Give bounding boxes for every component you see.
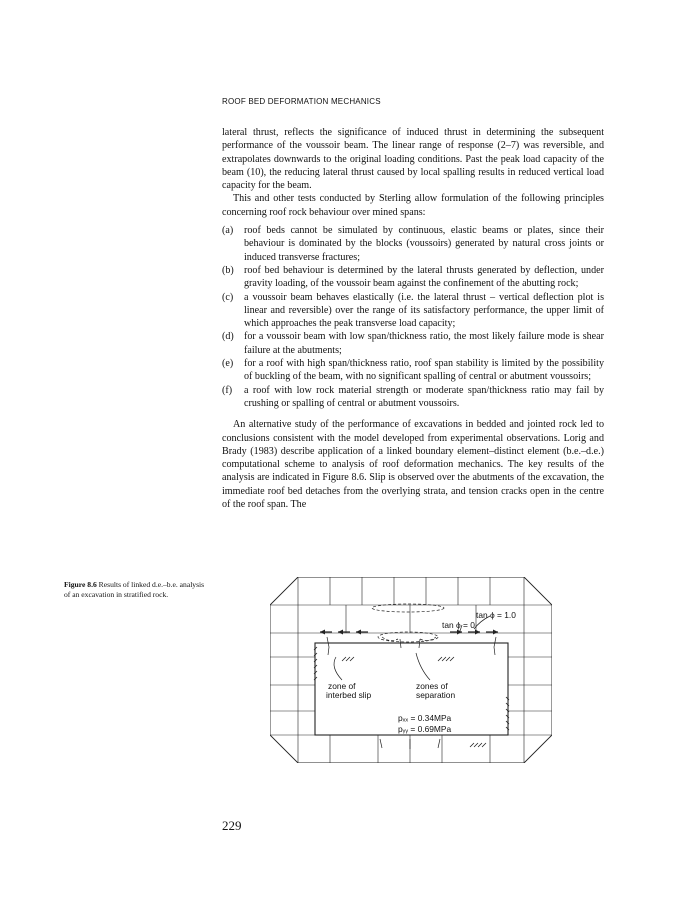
list-item-text: roof bed behaviour is determined by the lateral thrusts generated by deflection, under gravity loading, of the voussoir beam against the confinement of the abutting rock;	[244, 264, 604, 290]
zone-slip-label-1: zone of	[328, 681, 356, 691]
figure-caption	[64, 580, 212, 600]
tan-phi-top-label: tan ϕ = 1.0	[476, 610, 516, 620]
list-item	[222, 357, 604, 384]
page-number: 229	[222, 818, 242, 833]
list-item	[222, 291, 604, 331]
list-item-text: roof beds cannot be simulated by continuous, elastic beams or plates, since their behaviour is dominated by the blocks (voussoirs) generated by natural cross joints or induced transverse fractures;	[244, 225, 604, 263]
list-item	[222, 224, 604, 264]
diagram-labels	[326, 610, 516, 734]
list-marker: (f)	[222, 384, 233, 396]
zones-separation-label-2: separation	[416, 690, 456, 700]
zone-slip-label-2: interbed slip	[326, 690, 372, 700]
principles-list	[222, 224, 604, 410]
list-item	[222, 264, 604, 291]
list-marker: (e)	[222, 358, 234, 370]
figure-caption-text: Results of linked d.e.–b.e. analysis of an excavation in stratified rock.	[64, 580, 205, 599]
running-head: ROOF BED DEFORMATION MECHANICS	[222, 97, 381, 106]
list-marker: (d)	[222, 331, 234, 343]
figure-8-6	[270, 577, 552, 763]
figure-label: Figure 8.6	[64, 580, 97, 589]
pxx-label: pₓₓ = 0.34MPa	[398, 713, 452, 723]
tan-phi-zero-label: tan ϕ = 0	[442, 620, 475, 630]
list-marker: (b)	[222, 264, 234, 276]
list-item-text: for a roof with high span/thickness ratio, roof span stability is limited by the possibility of buckling of the beam, with no significant spalling of central or abutment voussoirs;	[244, 358, 604, 383]
zones-separation-label-1: zones of	[416, 681, 448, 691]
list-item	[222, 384, 604, 411]
list-marker: (c)	[222, 291, 234, 303]
paragraph: This and other tests conducted by Sterling allow formulation of the following principles concerning roof rock behaviour over mined spans:	[222, 193, 604, 218]
list-item	[222, 330, 604, 357]
body-text	[222, 126, 604, 511]
paragraph: An alternative study of the performance of excavations in bedded and jointed rock led to conclusions consistent with the model developed from experimental observations. Lorig and Brady (1983) describe application of a linked boundary element–distinct element (b.e.–d.e.) computational scheme to analysis of roof deformation mechanics. The key results of the analysis are indicated in Figure 8.6. Slip is observed over the abutments of the excavation, the immediate roof bed detaches from the overlying strata, and tension cracks open in the centre of the roof span. The	[222, 419, 604, 511]
list-marker: (a)	[222, 225, 234, 237]
pyy-label: pᵧᵧ = 0.69MPa	[398, 724, 452, 734]
paragraph: lateral thrust, reflects the significance of induced thrust in determining the subsequent performance of the voussoir beam. The linear range of response (2–7) was reversible, and extrapolates downwards to the original loading conditions. Past the peak load capacity of the beam (10), the reducing lateral thrust caused by local spalling results in reduced vertical load capacity for the beam.	[222, 127, 604, 192]
list-item-text: for a voussoir beam with low span/thickness ratio, the most likely failure mode is shear failure at the abutments;	[244, 331, 604, 356]
excavation-diagram	[270, 577, 552, 763]
separation-zones	[372, 604, 444, 642]
list-item-text: a voussoir beam behaves elastically (i.e. the lateral thrust – vertical deflection plot is linear and reversible) over the range of its satisfactory performance, the upper limit of which approaches the peak transverse load capacity;	[244, 291, 604, 330]
list-item-text: a roof with low rock material strength or moderate span/thickness ratio may fail by crushing or spalling of central or abutment voussoirs.	[244, 384, 604, 409]
